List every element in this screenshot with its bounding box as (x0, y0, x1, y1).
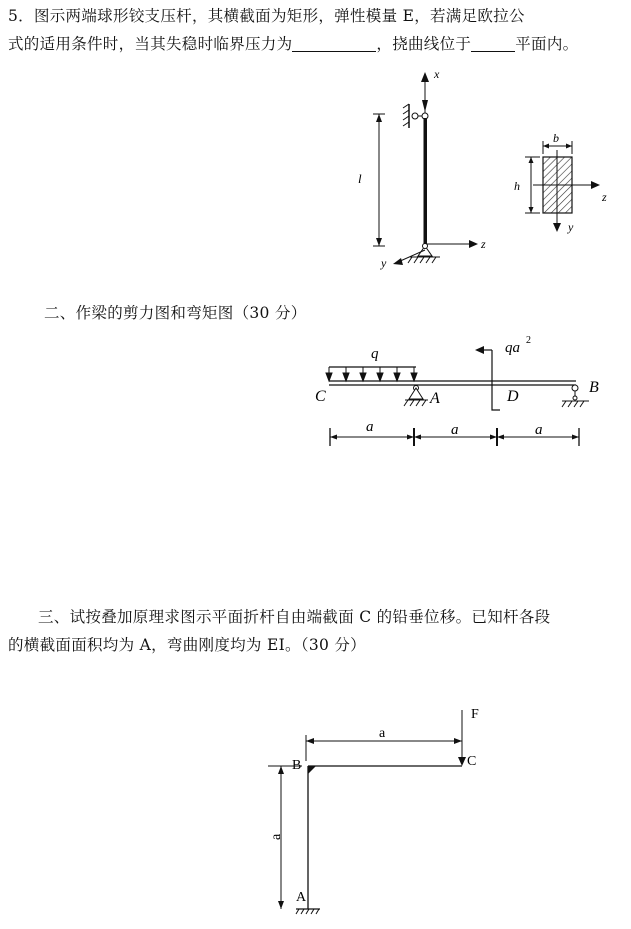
left-dimension-label: a (269, 833, 284, 840)
frame-question-text (8, 603, 624, 659)
point-A-label: A (430, 390, 440, 407)
section-y-label: y (568, 220, 574, 234)
cross-section-rect (543, 157, 572, 213)
x-axis-label: x (434, 67, 440, 81)
plane-blank (471, 33, 515, 52)
z-axis-label: z (481, 237, 486, 251)
width-label: b (553, 131, 559, 145)
beam-question-heading: 二、作梁的剪力图和弯矩图（30 分） (44, 304, 307, 322)
question-5-line1: 5．图示两端球形铰支压杆，其横截面为矩形，弹性模量 E，若满足欧拉公 (8, 7, 525, 25)
roller-B-icon (572, 385, 578, 391)
point-D-label: D (507, 388, 519, 405)
question-5-line2-a: 式的适用条件时，当其失稳时临界压力为 (8, 35, 293, 53)
distributed-load-arrows-icon (326, 367, 417, 381)
question-5-line2-b: ，挠曲线位于 (376, 35, 472, 53)
y-axis-line (398, 250, 425, 262)
length-label: l (358, 171, 362, 186)
top-support-hatch-icon (403, 104, 409, 126)
moment-arrow-icon (475, 346, 484, 354)
load-q-label: q (371, 346, 379, 362)
question-5-line2 (8, 30, 624, 58)
section-z-label: z (602, 190, 607, 204)
x-axis-arrow-icon (421, 72, 429, 82)
question-5-line2-c: 平面内。 (515, 35, 579, 53)
force-F-label: F (471, 707, 479, 722)
top-dimension-label: a (379, 726, 386, 741)
moment-exponent: 2 (526, 335, 531, 346)
load-arrow-icon (422, 100, 428, 112)
fixed-support-hatch-icon (296, 909, 319, 914)
question-5-text (8, 2, 624, 58)
corner-B-fillet-icon (308, 766, 316, 774)
critical-force-blank (292, 33, 376, 52)
moment-label: qa (505, 340, 520, 356)
dim-a-3: a (535, 422, 543, 438)
frame-point-A-label: A (296, 890, 307, 905)
force-F-arrow-icon (458, 757, 466, 766)
dim-a-2: a (451, 422, 459, 438)
section-y-arrow-icon (553, 223, 561, 232)
bottom-support-hatch-icon (408, 257, 436, 263)
frame-question-line2: 的横截面面积均为 A，弯曲刚度均为 EI。（30 分） (8, 636, 366, 654)
frame-question-line1: 三、试按叠加原理求图示平面折杆自由端截面 C 的铅垂位移。已知杆各段 (38, 608, 551, 626)
top-pin-icon (422, 113, 428, 119)
height-label: h (514, 179, 520, 193)
dim-a-1: a (366, 419, 374, 435)
point-B-label: B (589, 379, 599, 396)
frame-point-B-label: B (292, 758, 302, 773)
point-C-label: C (315, 388, 326, 405)
top-roller-icon (412, 113, 418, 119)
bottom-pin-support-icon (418, 246, 432, 256)
z-axis-arrow-icon (469, 240, 478, 248)
y-axis-arrow-icon (393, 258, 403, 265)
section-z-arrow-icon (591, 181, 600, 189)
moment-symbol (492, 350, 500, 410)
y-axis-label: y (381, 256, 387, 270)
frame-point-C-label: C (467, 754, 477, 769)
column-bar (424, 118, 428, 246)
support-A-icon (409, 388, 423, 399)
